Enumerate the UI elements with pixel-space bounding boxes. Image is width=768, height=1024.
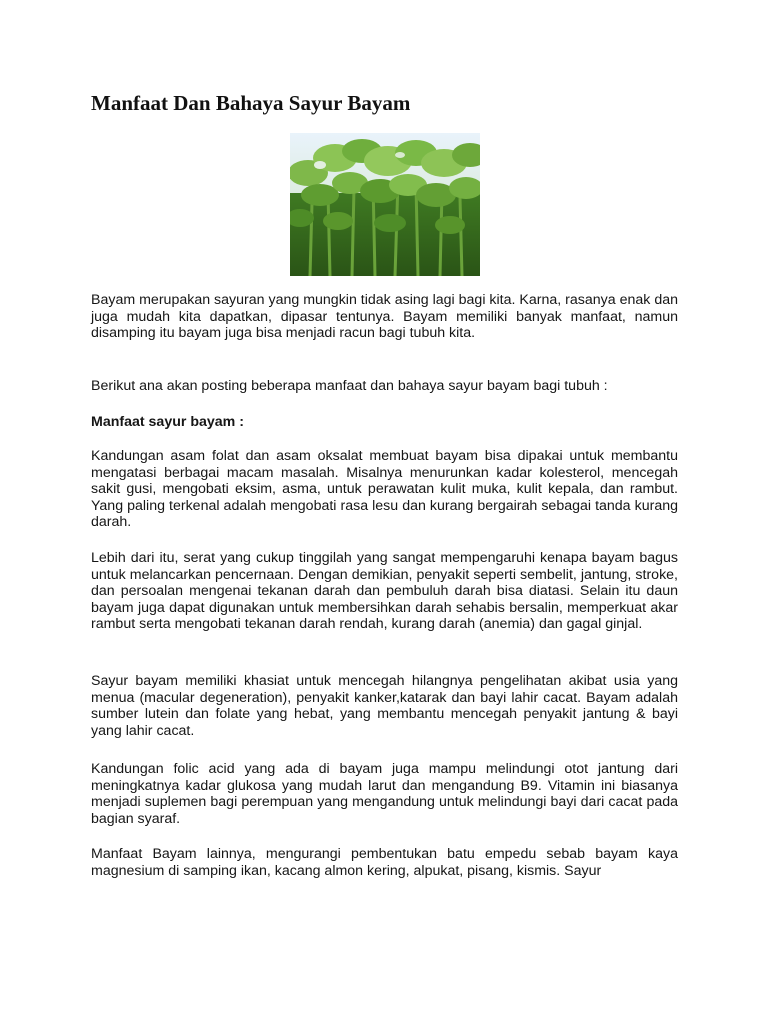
paragraph-intro: Bayam merupakan sayuran yang mungkin tidak asing lagi bagi kita. Karna, rasanya enak dan juga mudah kita dapatkan, dipasar tentunya. Bayam memiliki banyak manfaat, namun disamping itu bayam juga bisa menjadi racun bagi tubuh kita. [91, 292, 678, 342]
paragraph-manfaat-1: Kandungan asam folat dan asam oksalat membuat bayam bisa dipakai untuk membantu mengatasi berbagai macam masalah. Misalnya menurunkan kadar kolesterol, mencegah sakit gusi, mengobati eksim, asma, untuk perawatan kulit muka, kulit kepala, dan rambut. Yang paling terkenal adalah mengobati rasa lesu dan kurang bergairah sebagai tanda kurang darah. [91, 448, 678, 531]
section-heading-manfaat: Manfaat sayur bayam : [91, 414, 244, 430]
paragraph-manfaat-3: Sayur bayam memiliki khasiat untuk mencegah hilangnya pengelihatan akibat usia yang menua (macular degeneration), penyakit kanker,katarak dan bayi lahir cacat. Bayam adalah sumber lutein dan folate yang hebat, yang membantu mencegah penyakit jantung & bayi yang lahir cacat. [91, 673, 678, 739]
paragraph-manfaat-5: Manfaat Bayam lainnya, mengurangi pembentukan batu empedu sebab bayam kaya magnesium di samping ikan, kacang almon kering, alpukat, pisang, kismis. Sayur [91, 846, 678, 879]
paragraph-lead-in: Berikut ana akan posting beberapa manfaat dan bahaya sayur bayam bagi tubuh : [91, 378, 608, 394]
paragraph-manfaat-4: Kandungan folic acid yang ada di bayam juga mampu melindungi otot jantung dari meningkatnya kadar glukosa yang mudah larut dan mengandung B9. Vitamin ini biasanya menjadi suplemen bagi perempuan yang mengandung untuk melindungi bayi dari cacat pada bagian syaraf. [91, 761, 678, 827]
spinach-photo [290, 133, 480, 276]
page-title: Manfaat Dan Bahaya Sayur Bayam [91, 91, 411, 115]
paragraph-manfaat-2: Lebih dari itu, serat yang cukup tinggilah yang sangat mempengaruhi kenapa bayam bagus untuk melancarkan pencernaan. Dengan demikian, penyakit seperti sembelit, jantung, stroke, dan persoalan mengenai tekanan darah dan pembuluh darah bisa diatasi. Selain itu daun bayam juga dapat digunakan untuk membersihkan darah sehabis bersalin, memperkuat akar rambut serta mengobati tekanan darah rendah, kurang darah (anemia) dan gagal ginjal. [91, 550, 678, 633]
